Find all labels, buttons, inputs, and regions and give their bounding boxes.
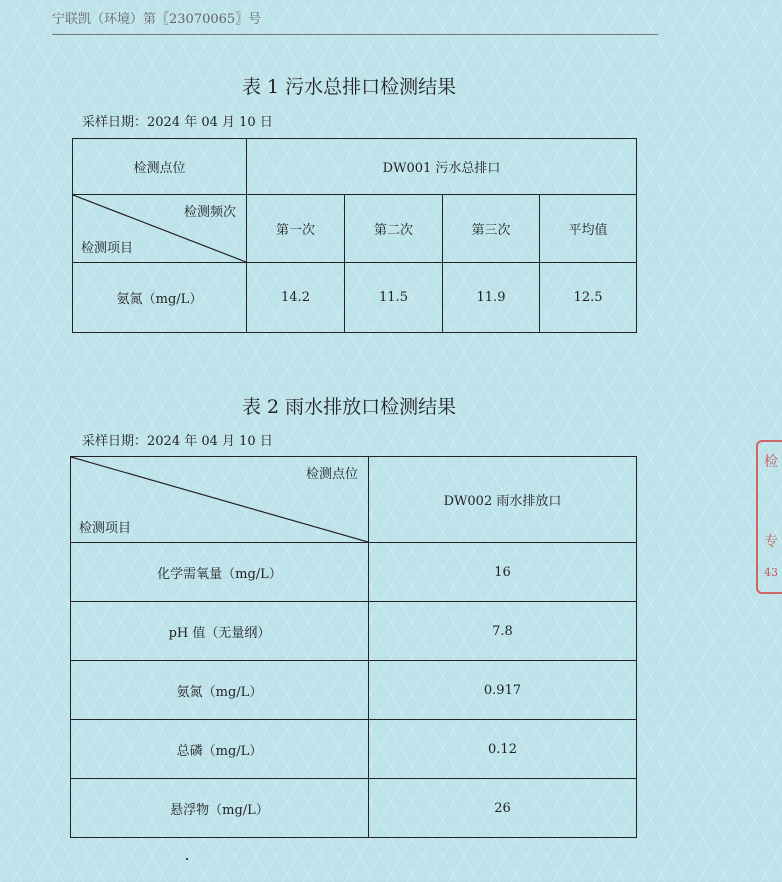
- table1-point-value: DW001 污水总排口: [247, 139, 637, 195]
- table2-point-value: DW002 雨水排放口: [369, 457, 637, 543]
- table1-col-header: 第三次: [443, 195, 540, 263]
- table2-cell: 7.8: [369, 602, 637, 661]
- table2-item-name: 化学需氧量（mg/L）: [71, 543, 369, 602]
- table2-item-name: 总磷（mg/L）: [71, 720, 369, 779]
- table1-col-header: 第一次: [247, 195, 345, 263]
- table-row: [71, 720, 637, 779]
- table1-cell: 14.2: [247, 263, 345, 333]
- table-row: [73, 263, 637, 333]
- table2-cell: 16: [369, 543, 637, 602]
- table-row: [71, 602, 637, 661]
- table1-freq-label: 检测频次: [183, 205, 236, 220]
- table2-cell: 0.917: [369, 661, 637, 720]
- table1-item-label: 检测项目: [81, 241, 134, 256]
- table1-point-label: 检测点位: [73, 139, 247, 195]
- table-row: [71, 661, 637, 720]
- table1-item-name: 氨氮（mg/L）: [73, 263, 247, 333]
- table1-cell: 12.5: [540, 263, 637, 333]
- table2-item-name: pH 值（无量纲）: [71, 602, 369, 661]
- header-divider: [52, 34, 658, 35]
- table2-item-name: 悬浮物（mg/L）: [71, 779, 369, 838]
- report-number: 宁联凯（环境）第〖23070065〗号: [52, 12, 262, 27]
- table-row: [71, 779, 637, 838]
- seal-char: 43: [764, 566, 778, 579]
- seal-char: 专: [764, 534, 778, 550]
- table1-col-header: 平均值: [540, 195, 637, 263]
- table2-title: 表 2 雨水排放口检测结果: [242, 396, 457, 418]
- table1-cell: 11.5: [345, 263, 443, 333]
- table1-diagonal-header: [73, 195, 247, 263]
- table2-item-label: 检测项目: [79, 521, 132, 536]
- seal-char: 检: [764, 454, 778, 470]
- table2-cell: 0.12: [369, 720, 637, 779]
- table1: [72, 138, 637, 333]
- table2-sample-date: 采样日期：2024 年 04 月 10 日: [82, 434, 273, 449]
- table2-cell: 26: [369, 779, 637, 838]
- table1-col-header: 第二次: [345, 195, 443, 263]
- table1-cell: 11.9: [443, 263, 540, 333]
- table2-item-name: 氨氮（mg/L）: [71, 661, 369, 720]
- page-mark: [186, 858, 188, 860]
- table1-sample-date: 采样日期：2024 年 04 月 10 日: [82, 115, 273, 130]
- table2: [70, 456, 637, 838]
- table2-point-label: 检测点位: [305, 467, 358, 482]
- table-row: [71, 543, 637, 602]
- table2-diagonal-header: [71, 457, 369, 543]
- official-seal: [756, 440, 782, 594]
- table1-title: 表 1 污水总排口检测结果: [242, 76, 457, 98]
